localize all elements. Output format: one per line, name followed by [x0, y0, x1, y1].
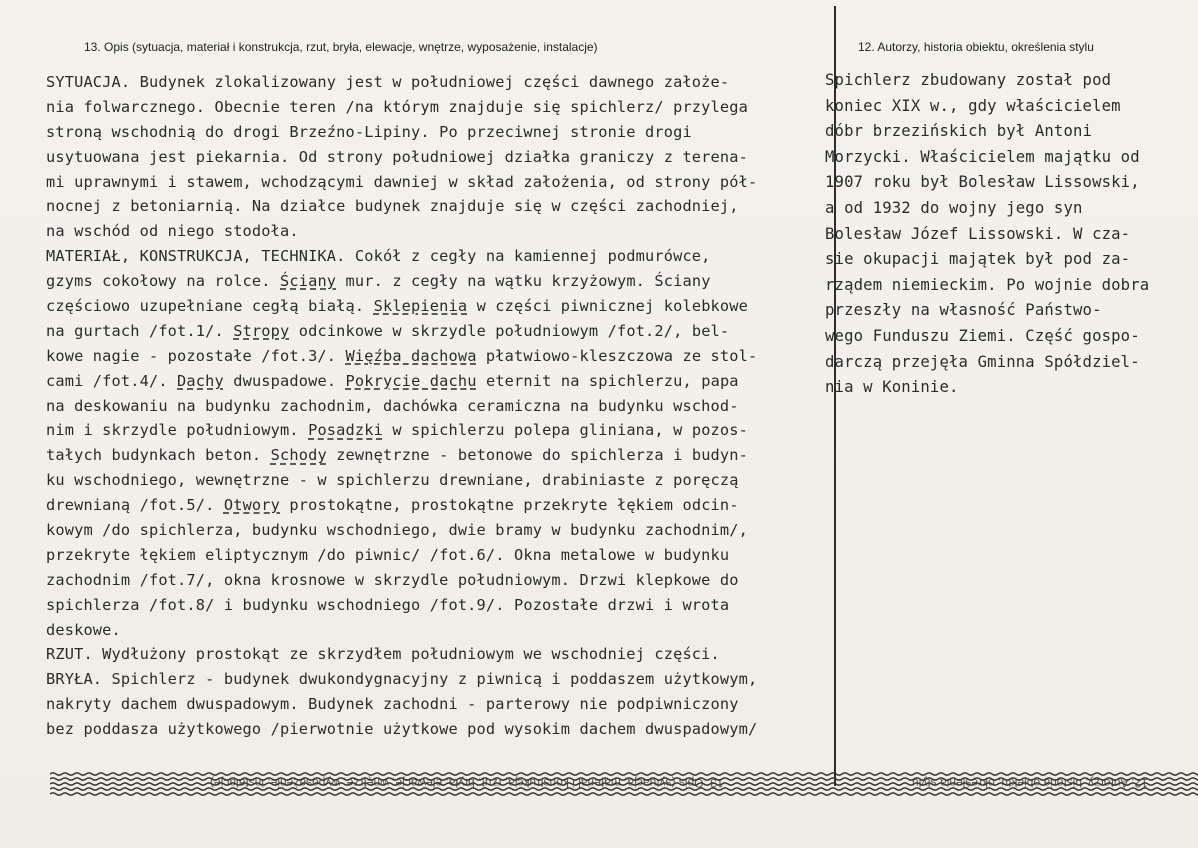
text-line: Morzycki. Właścicielem majątku od [825, 147, 1140, 166]
text-segment: spichlerza /fot.8/ i budynku wschodniego /fot.9/. Pozostałe drzwi i wrota [46, 595, 730, 614]
text-segment: prostokątne, prostokątne przekryte łękiem odcin- [280, 496, 739, 515]
text-line [46, 344, 831, 369]
underlined-term: Sklepienia [373, 297, 468, 316]
text-segment: tałych budynkach beton. [46, 446, 271, 465]
text-segment: mi uprawnymi i stawem, wchodzącymi dawniej w skład założenia, od strony pół- [46, 172, 758, 191]
text-segment: stroną wschodnią do drogi Brzeźno-Lipiny. Po przeciwnej stronie drogi [46, 122, 692, 141]
underlined-term: Schody [270, 446, 327, 465]
underlined-term: Stropy [233, 321, 290, 340]
text-line [46, 717, 831, 742]
text-segment: SYTUACJA. Budynek zlokalizowany jest w południowej części dawnego założe- [46, 73, 730, 91]
text-segment: płatwiowo-kleszczowa ze stol- [476, 346, 758, 365]
text-segment: drewnianą /fot.5/. [46, 496, 224, 515]
text-line [46, 618, 831, 643]
text-segment: eternit na spichlerzu, papa [476, 371, 739, 390]
text-segment: usytuowana jest piekarnia. Od strony południowej działka graniczy z terena- [46, 147, 748, 166]
text-line: dóbr brzezińskich był Antoni [825, 122, 1093, 141]
text-line [46, 120, 831, 145]
underlined-term: Dachy [177, 371, 224, 390]
text-line [46, 692, 831, 717]
text-line [46, 394, 831, 419]
underlined-term: Posadzki [308, 421, 383, 440]
text-segment: w spichlerzu polepa gliniana, w pozos- [382, 421, 748, 440]
text-segment: RZUT. Wydłużony prostokąt ze skrzydłem południowym we wschodniej części. [46, 645, 720, 664]
text-line [46, 518, 831, 543]
text-segment: MATERIAŁ, KONSTRUKCJA, TECHNIKA. Cokół z cegły na kamiennej podmurówce, [46, 247, 711, 266]
text-line [46, 219, 831, 244]
text-segment: mur. z cegły na wątku krzyżowym. Ściany [336, 272, 711, 291]
text-line: darczą przejęła Gminna Spółdziel- [825, 352, 1140, 371]
text-line [46, 593, 831, 618]
mirrored-section-13-header: 13. Opis (sytuacja, materiał i konstrukcja, rzut, bryła, elewacje, wnętrze, wyposażenie, instalacje) [210, 776, 724, 790]
text-line [46, 70, 831, 95]
text-line: sie okupacji majątek był pod za- [825, 250, 1131, 269]
text-segment: częściowo uzupełniane cegłą białą. [46, 297, 374, 316]
section-12-history [825, 68, 1195, 401]
text-line [46, 443, 831, 468]
text-line [46, 543, 831, 568]
text-segment: bez poddasza użytkowego /pierwotnie użytkowe pod wysokim dachem dwuspadowym/ [46, 720, 758, 739]
underlined-term: Otwory [223, 496, 281, 515]
text-line [46, 269, 831, 294]
text-line [46, 145, 831, 170]
text-line [46, 568, 831, 593]
text-line [46, 369, 831, 394]
text-segment: odcinkowe w skrzydle południowym /fot.2/, bel- [289, 321, 730, 340]
text-segment: nim i skrzydle południowym. [46, 421, 309, 440]
text-line: a od 1932 do wojny jego syn [825, 198, 1083, 217]
text-line [46, 468, 831, 493]
text-segment: w części piwnicznej kolebkowe [467, 297, 748, 316]
text-segment: zewnętrzne - betonowe do spichlerza i budyn- [326, 446, 748, 465]
text-line: Spichlerz zbudowany został pod [825, 71, 1112, 89]
text-segment: na deskowaniu na budynku zachodnim, dachówka ceramiczna na budynku wschod- [46, 396, 739, 415]
text-line: Bolesław Józef Lissowski. W cza- [825, 224, 1131, 243]
text-line [46, 170, 831, 195]
text-line [46, 667, 831, 692]
text-line [46, 493, 831, 518]
text-segment: na gurtach /fot.1/. [46, 321, 234, 340]
section-12-header: 12. Autorzy, historia obiektu, określenia stylu [858, 40, 1094, 54]
text-line [46, 642, 831, 667]
text-segment: przekryte łękiem eliptycznym /do piwnic/ /fot.6/. Okna metalowe w budynku [46, 545, 730, 564]
text-segment: nia folwarcznego. Obecnie teren /na którym znajduje się spichlerz/ przylega [46, 97, 748, 116]
text-segment: zachodnim /fot.7/, okna krosnowe w skrzydle południowym. Drzwi klepkowe do [46, 570, 739, 589]
text-line [46, 194, 831, 219]
text-segment: na wschód od niego stodoła. [46, 222, 299, 241]
text-line: nia w Koninie. [825, 378, 959, 397]
section-13-header: 13. Opis (sytuacja, materiał i konstrukcja, rzut, bryła, elewacje, wnętrze, wyposażenie, instalacje) [84, 40, 598, 54]
underlined-term: Więźba dachowa [345, 346, 477, 365]
text-line: rządem niemieckim. Po wojnie dobra [825, 275, 1150, 294]
underlined-term: Pokrycie dachu [345, 371, 477, 390]
text-segment: deskowe. [46, 620, 121, 639]
text-line: wego Funduszu Ziemi. Część gospo- [825, 326, 1140, 345]
text-segment: BRYŁA. Spichlerz - budynek dwukondygnacyjny z piwnicą i poddaszem użytkowym, [46, 670, 758, 689]
text-line [46, 294, 831, 319]
text-segment: nakryty dachem dwuspadowym. Budynek zachodni - parterowy nie podpiwniczony [46, 695, 739, 714]
text-segment: cami /fot.4/. [46, 371, 178, 390]
text-line [46, 95, 831, 120]
text-line: 1907 roku był Bolesław Lissowski, [825, 173, 1140, 192]
section-13-description [46, 70, 831, 742]
text-line [46, 319, 831, 344]
text-line [46, 418, 831, 443]
text-segment: kowym /do spichlerza, budynku wschodniego, dwie bramy w budynku zachodnim/, [46, 521, 748, 540]
text-segment: gzyms cokołowy na rolce. [46, 272, 280, 291]
underlined-term: Ściany [280, 272, 337, 291]
text-segment: dwuspadowe. [223, 371, 346, 390]
text-line [46, 244, 831, 269]
mirrored-section-12-header: 12. Autorzy, historia obiektu, określenia stylu [912, 776, 1148, 790]
text-segment: nocnej z betoniarnią. Na działce budynek znajduje się w części zachodniej, [46, 197, 739, 216]
text-segment: ku wschodniego, wewnętrzne - w spichlerzu drewniane, drabiniaste z poręczą [46, 471, 739, 490]
text-line: przeszły na własność Państwo- [825, 301, 1102, 320]
text-line: koniec XIX w., gdy właścicielem [825, 96, 1121, 115]
text-segment: kowe nagie - pozostałe /fot.3/. [46, 346, 346, 365]
